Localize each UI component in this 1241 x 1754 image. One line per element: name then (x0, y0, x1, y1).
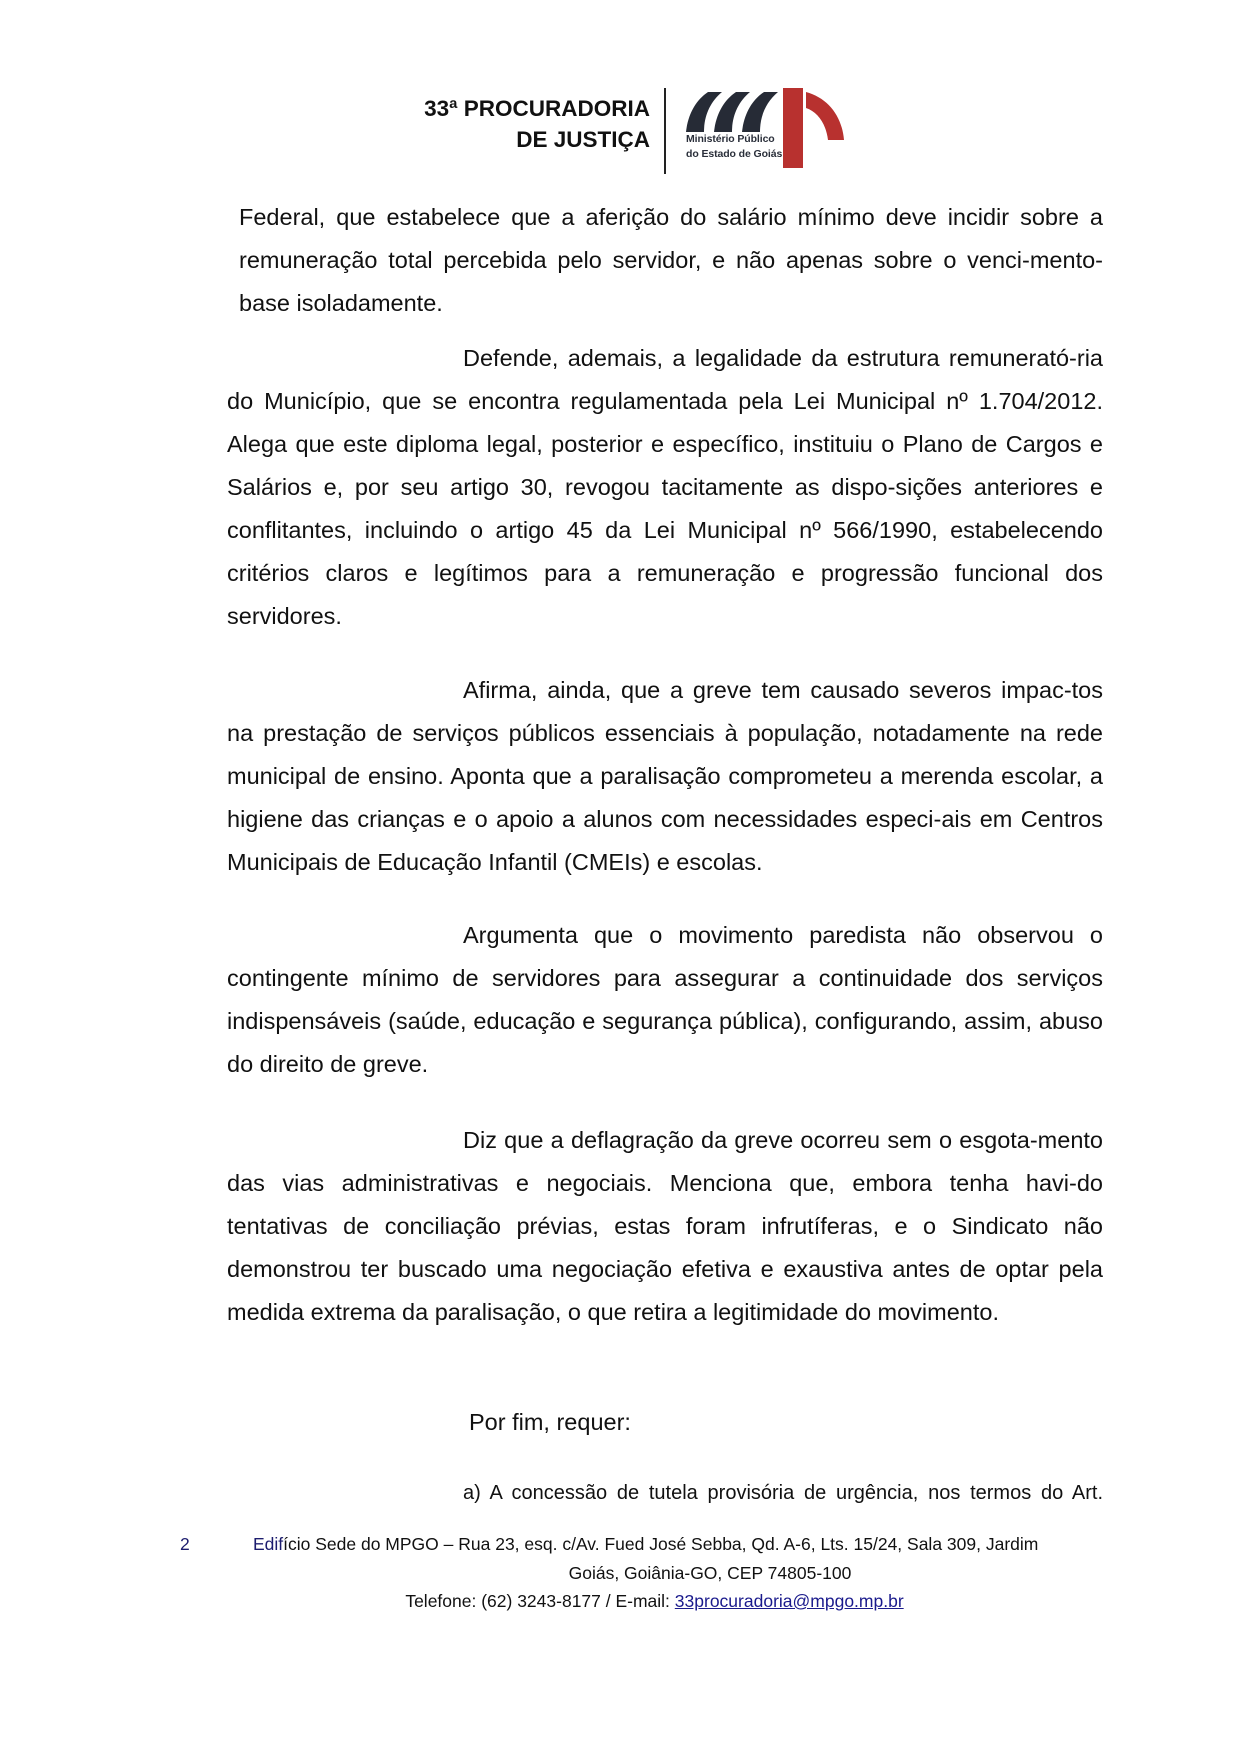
paragraph-continuation: Federal, que estabelece que a aferição do salário mínimo deve incidir sobre a remuneração total percebida pelo servidor, e não apenas sobre o venci-mento-base isoladamente. (239, 204, 1103, 316)
paragraph-minimum-contingent: Argumenta que o movimento paredista não observou o contingente mínimo de servidores para assegurar a continuidade dos serviços indispensáveis (saúde, educação e segurança pública), configurando, assim, abuso do direito de greve. (227, 922, 1103, 1077)
email-link[interactable]: 33procuradoria@mpgo.mp.br (674, 1591, 904, 1611)
footer-address-rest: ício Sede do MPGO – Rua 23, esq. c/Av. Fued José Sebba, Qd. A-6, Lts. 15/24, Sala 309, Jardim (283, 1534, 1039, 1554)
logo-p-stem (783, 88, 803, 168)
page-number: 2 (180, 1534, 190, 1554)
request-item-a: a) A concessão de tutela provisória de urgência, nos termos do Art. (463, 1482, 1103, 1504)
logo-text-line2: do Estado de Goiás (686, 148, 783, 160)
paragraph-legality: Defende, ademais, a legalidade da estrutura remunerató-ria do Município, que se encontra regulamentada pela Lei Municipal nº 1.704/2012. Alega que este diploma legal, posterior e específico, instituiu o Plano de Cargos e Salários e, por seu artigo 30, revogou tacitamente as dispo-sições anteriores e conflitantes, incluindo o artigo 45 da Lei Municipal nº 566/1990, estabelecendo critérios claros e legítimos para a remuneração e progressão funcional dos servidores. (227, 345, 1103, 629)
header-divider (664, 88, 666, 174)
office-title (380, 93, 650, 155)
footer-address-prefix: Edif (253, 1534, 284, 1554)
paragraph-impacts: Afirma, ainda, que a greve tem causado severos impac-tos na prestação de serviços públicos essenciais à população, notadamente na rede municipal de ensino. Aponta que a paralisação comprometeu a merenda escolar, a higiene das crianças e o apoio a alunos com necessidades especi-ais em Centros Municipais de Educação Infantil (CMEIs) e escolas. (227, 677, 1103, 875)
office-title-line2: DE JUSTIÇA (516, 127, 650, 152)
logo-p-bowl (806, 92, 844, 140)
logo-arc-mark-3 (742, 92, 778, 132)
footer-address-line1 (253, 1534, 1103, 1555)
request-intro: Por fim, requer: (469, 1409, 631, 1435)
office-title-line1: 33ª PROCURADORIA (424, 96, 650, 121)
paragraph-negotiation: Diz que a deflagração da greve ocorreu sem o esgota-mento das vias administrativas e negociais. Menciona que, embora tenha havi-do tentativas de conciliação prévias, estas foram infrutíferas, e o Sindicato não demonstrou ter buscado uma negociação efetiva e exaustiva antes de optar pela medida extrema da paralisação, o que retira a legitimidade do movimento. (227, 1127, 1103, 1325)
footer-contact (0, 1591, 1241, 1612)
footer-phone: Telefone: (62) 3243-8177 / E-mail: (405, 1591, 675, 1611)
footer-address-line2: Goiás, Goiânia-GO, CEP 74805-100 (568, 1563, 852, 1583)
logo-text-line1: Ministério Público (686, 133, 775, 145)
